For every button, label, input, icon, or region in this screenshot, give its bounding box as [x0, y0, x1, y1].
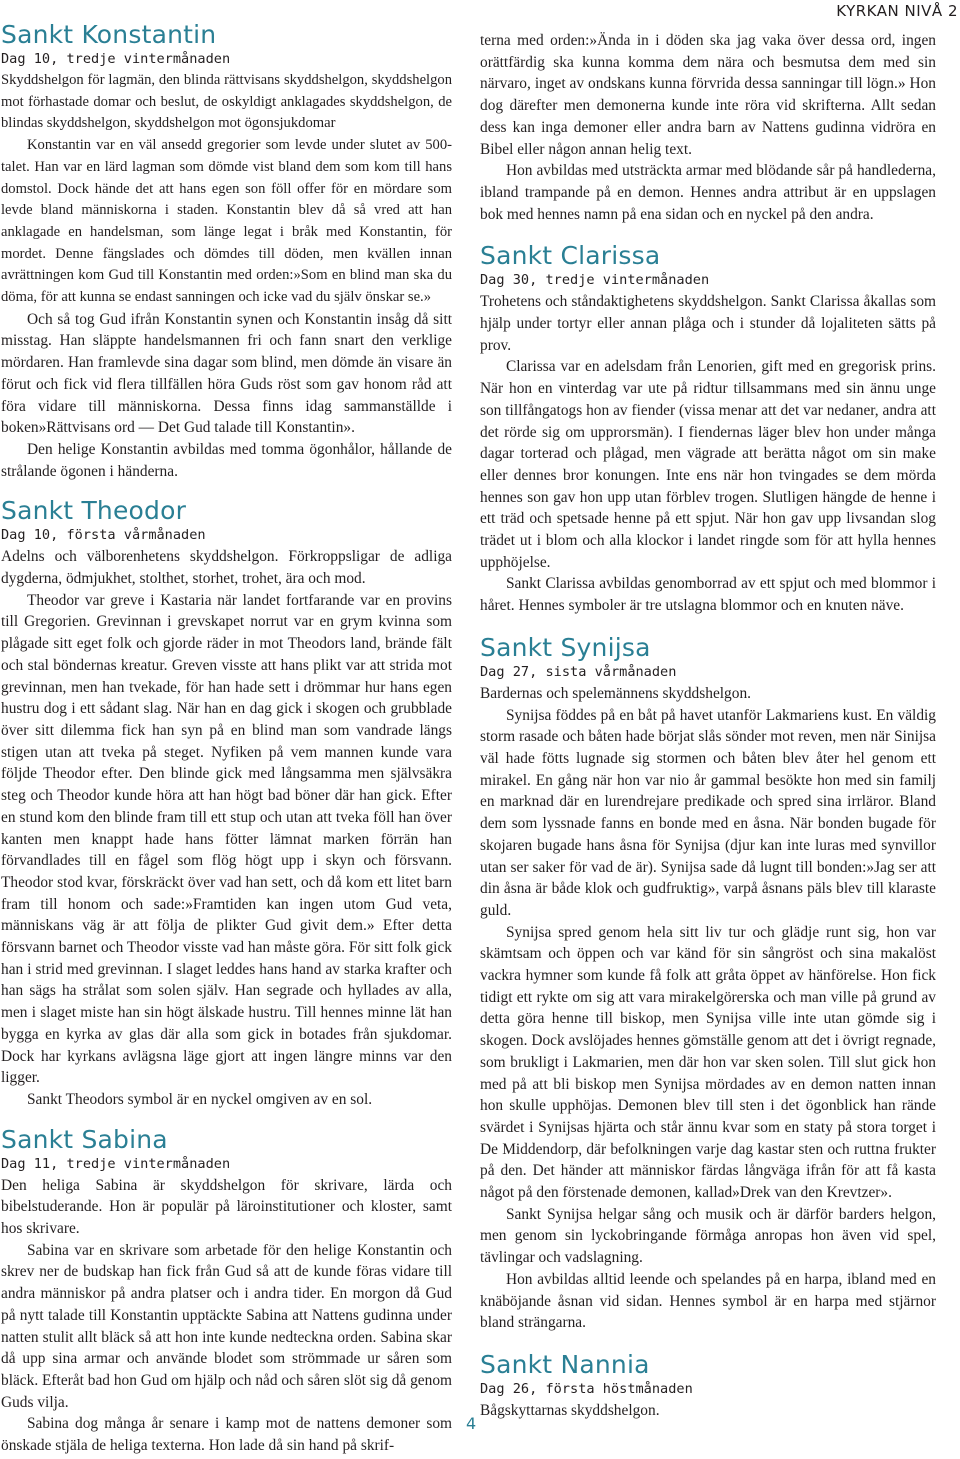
feast-day: Dag 10, första vårmånaden: [1, 527, 206, 544]
feast-day: Dag 27, sista vårmånaden: [480, 663, 677, 680]
paragraph: Sankt Theodors symbol är en nyckel omgiven av en sol.: [27, 1090, 373, 1108]
saint-name: Sankt Nannia: [480, 1349, 650, 1379]
paragraph: terna med orden:»Ända in i döden ska jag vaka över dessa ord, ingen orättfärdig ska kunna komma dem nära och besmutsa dem med sin närvaro, inget av ondskans kunna förvrida dessa sanningar till lögn.» Hon dog därefter men demonerna kunde inte röra vid skrifterna. Allt sedan dess kan inga demoner eller andra barn av Nattens gudinna vidröra en Bibel eller någon annan helig text.: [480, 32, 936, 158]
running-header: KYRKAN NIVÅ 2: [836, 2, 958, 20]
feast-day: Dag 26, första höstmånaden: [480, 1380, 693, 1397]
paragraph: Sabina var en skrivare som arbetade för den helige Konstantin och skrev ner de budskap han fick från Gud så att de kunde föras vidare till andra människor på andra platser och i andra tider. En morgon då Gud på nytt talade till Konstantin upptäckte Sabina att Nattens gudinna under natten stulit allt bläck så att hon inte kunde nedteckna orden. Sabina skar då upp sina armar och använde blodet som strömmade ur såren som bläck. Efteråt bad hon Gud om hjälp och nåd och såren slöt sig då genom Guds vilja.: [1, 1241, 452, 1411]
paragraph: Clarissa var en adelsdam från Lenorien, gift med en gregorisk prins. När hon en vinterdag var ute på ridtur tillsammans med sin ännu unge son tillfångatogs hon av fiender (vissa menar att det var nedaner, andra att det rörde sig om upprorsmän). I fiendernas läger blev hon under många dagar torterad och plågad, men vägrade att berätta något om sin make eller dennes bror konungen. Inte ens när hon tvingades se dem mörda hennes son gav hon upp utan förblev trogen. Slutligen hängde de henne i ett träd och spetsade henne på ett spjut. När hon gav upp livsandan slog trädet ut i blom och alla klockor i landet ringde som för att hylla hennes upphöjelse.: [480, 358, 936, 571]
feast-day: Dag 30, tredje vintermånaden: [480, 272, 710, 289]
paragraph: Synijsa föddes på en båt på havet utanför Lakmariens kust. En väldig storm rasade och båten hade börjat slås sönder mot reven, men när Sinijsa väl hade fötts lugnade sig stormen och båten blev åter hel genom ett mirakel. En gång när hon var nio år gammal besökte hon med sin familj en marknad där en lurendrejare predikade och spred sina irrläror. Bland dem som lyssnade fanns en bonde med en åsna. När bonden bugade för skojaren bugade hans åsna för Synijsa (djur kan inte luras med synvillor utan ser saker för vad de är). Synijsa sade då lugnt till bonden:»Jag ser att din åsna är både klok och gudfruktig», varpå åsnans päls blev till klaraste guld.: [480, 706, 936, 919]
paragraph: Bågskyttarnas skyddshelgon.: [480, 1401, 660, 1419]
saint-synijsa: [480, 633, 936, 1334]
paragraph: Theodor var greve i Kastaria när landet fortfarande var en provins till Gregorien. Grevinnan i grevskapet norrut var en grym kvinna som plågade sitt eget folk och gjorde räder in mot Theodors land, brände fält och stal böndernas kreatur. Greven visste att hans plikt var att strida mot grevinnan, men han tvekade, för han hade sett i drömmar hur hans egen hustru dog i ett sådant slag. När han en dag gick i skogen och grubblade över sitt dilemma fick han syn på en blind man som vandrade längs stigen utan att tveka på steget. Nyfiken på vem mannen kunde vara följde Theodor efter. Den blinde gick med långsamma men självsäkra steg och Theodor kunde höra att han högt bad böner där han gick. Efter en stund kom den blinde fram till ett stup och utan att tveka föll han över kanten men knappt hade hans fötter lämnat marken förrän han förvandlades till en fågel som flög högt upp i skyn och försvann. Theodor stod kvar, förskräckt över vad han sett, och då kom ett litet barn fram till honom och sade:»Framtiden kan ingen utom Gud veta, människans väg är att följa de plikter Gud givit dem.» Efter detta försvann barnet och Theodor visste vad han måste göra. För sitt folk gick han i strid med grevinnan. I slaget leddes hans hand av starka krafter och han sägs ha strålat som solen själv. Han segrade och hyllades av alla, men i slaget miste han sin högt älskade hustru. Till hennes minne lät han bygga en kyrka av glas där alla som gick in botades från sjukdomar. Dock har kyrkans avlägsna läge gjort att ingen längre minns var den ligger.: [1, 591, 452, 1087]
saint-name: Sankt Sabina: [1, 1124, 168, 1154]
feast-day: Dag 11, tredje vintermånaden: [1, 1155, 231, 1172]
paragraph: Synijsa spred genom hela sitt liv tur och glädje runt sig, hon var skämtsam och öppen och var känd för sin sångröst och sina makalöst vackra hymner som kunde få folk att gråta öppet av hänförelse. Hon fick tidigt ett rykte om sig att vara mirakelgörerska och man ville på grund av detta göra henne till biskop, men Synijsa ville inte utan gömde sig i skogen. Dock avslöjades hennes gömställe genom att det i övrigt regnade, som brukligt i Lakmarien, men där hon var sken solen. Till slut gick hon med på att bli biskop men Synijsa mördades av en demon natten innan hon skulle upphöjas. Demonen blev till sten i det ögonblick han rände svärdet i Synijsas hjärta och står ännu kvar som en staty på stora torget i De Middendorp, där befolkningen varje dag kastar sten och ruttna frukter på den. Det händer att människor färdas långväga ifrån för att få kasta något på den förstenade demonen, kallad»Drek van den Krevtzer».: [480, 923, 936, 1202]
paragraph: Skyddshelgon för lagmän, den blinda rättvisans skyddshelgon, skyddshelgon mot förhastade domar och beslut, de oskyldigt anklagades skyddshelgon, de blindas skyddshelgon, skyddshelgon mot ögonsjukdomar: [1, 72, 452, 132]
paragraph: Sankt Clarissa avbildas genomborrad av ett spjut och med blommor i håret. Hennes symboler är tre utslagna blommor och en knuten näve.: [480, 575, 936, 615]
paragraph: Hon avbildas med utsträckta armar med blödande sår på handlederna, ibland trampande på en demon. Hennes andra attribut är en uppslagen bok med hennes namn på ena sidan och en nyckel på den andra.: [480, 162, 936, 223]
page-number: 4: [466, 1414, 477, 1433]
paragraph: Sankt Synijsa helgar sång och musik och är därför barders helgon, men genom sin lyckobringande förmåga anropas hon även vid spel, tävlingar och vadslagning.: [480, 1205, 936, 1267]
paragraph: Den helige Konstantin avbildas med tomma ögonhålor, hållande de strålande ögonen i händerna.: [1, 440, 452, 480]
saint-nannia: [480, 1350, 936, 1422]
paragraph: Adelns och välborenhetens skyddshelgon. Förkroppsligar de adliga dygderna, ödmjukhet, stolthet, storhet, trohet, ära och mod.: [1, 548, 452, 588]
saint-name: Sankt Konstantin: [1, 20, 217, 49]
saint-sabina-continued: [480, 30, 936, 225]
paragraph: Och så tog Gud ifrån Konstantin synen och Konstantin insåg då sitt misstag. Han släppte handelsmannen fri och fann snart den verklige mördaren. Han framlevde sina dagar som blind, men dömde än visare än förut och fick vid flera tillfällen höra Guds röst som gav honom råd att föra vidare till människorna. Dessa finns idag sammanställde i boken»Rättvisans ord — Det Gud talade till Konstantin».: [1, 310, 452, 437]
paragraph: Trohetens och ståndaktighetens skyddshelgon. Sankt Clarissa åkallas som hjälp under tortyr eller annan plåga och i stunder då lojaliteten sätts på prov.: [480, 293, 936, 354]
paragraph: Den heliga Sabina är skyddshelgon för skrivare, lärda och bibelstuderande. Hon är populär på läroinstitutioner och kloster, samt hos skrivare.: [1, 1176, 452, 1238]
paragraph: Sabina dog många år senare i kamp mot de nattens demoner som önskade stjäla de heliga texterna. Hon lade då sin hand på skrif-: [1, 1415, 452, 1455]
saint-clarissa: [480, 241, 936, 617]
saint-konstantin: [1, 20, 452, 482]
saint-name: Sankt Synijsa: [480, 632, 651, 662]
left-column: [1, 20, 452, 1459]
saint-name: Sankt Theodor: [1, 496, 187, 526]
feast-day: Dag 10, tredje vintermånaden: [1, 51, 231, 67]
saint-sabina: [1, 1125, 452, 1457]
saint-theodor: [1, 496, 452, 1110]
paragraph: Konstantin var en väl ansedd gregorier som levde under slutet av 500-talet. Han var en lärd lagman som dömde vist bland dem som kom till hans domstol. Dock hände det att hans egen son föll offer för en mördare som levde bland människorna i staden. Konstantin blev då så vred att han anklagade en handelsman, som länge legat i bråk med Konstantin, för mordet. Denne fängslades och dömdes till döden, men kvällen innan avrättningen kom Gud till Konstantin med orden:»Som en blind man ska du döma, för att kunna se endast sanningen och icke vad du själv önskar se.»: [1, 137, 452, 306]
paragraph: Hon avbildas alltid leende och spelandes på en harpa, ibland med en knäböjande åsnan vid sidan. Hennes symbol är en harpa med stjärnor bland strängarna.: [480, 1270, 936, 1332]
right-column: [480, 30, 936, 1424]
paragraph: Bardernas och spelemännens skyddshelgon.: [480, 684, 751, 702]
saint-name: Sankt Clarissa: [480, 241, 661, 271]
